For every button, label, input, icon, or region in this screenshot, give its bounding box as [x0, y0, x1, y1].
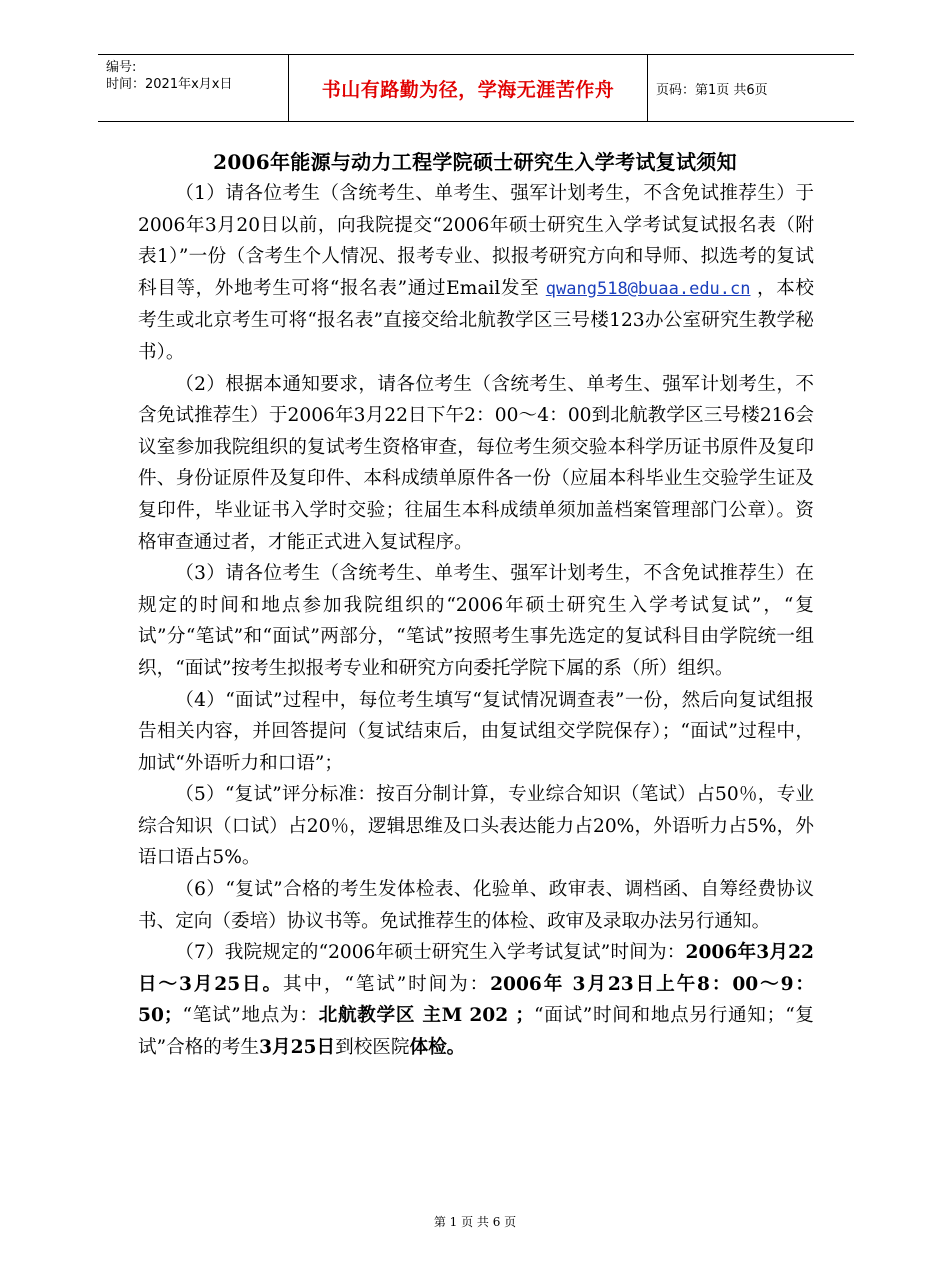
- paragraph-1-text-a: （1）请各位考生（含统考生、单考生、强军计划考生，不含免试推荐生）于2006年3月20日以前，向我院提交“2006年硕士研究生入学考试复试报名表（附表1）”一份（含考生个人情况、报考专业、拟报考研究方向和导师、拟选考的复试科目等，外地考生可将“报名表”通过Email发至: [138, 183, 814, 299]
- email-link[interactable]: qwang518@buaa.edu.cn: [545, 278, 751, 299]
- p7-text: 到校医院: [335, 1037, 410, 1059]
- p7-text: “面试”时间和地点另行通知；“复试”合格的考生: [138, 1005, 814, 1059]
- header-motto: 书山有路勤为径，学海无涯苦作舟: [321, 79, 615, 101]
- header-divider: [647, 55, 648, 121]
- p7-text: 其中，“笔试”时间为：: [282, 973, 491, 995]
- p7-checkup-bold: 体检。: [409, 1037, 466, 1059]
- paragraph-2: （2）根据本通知要求，请各位考生（含统考生、单考生、强军计划考生，不含免试推荐生）于2006年3月22日下午2：00～4：00到北航教学区三号楼216会议室参加我院组织的复试考生资格审查，每位考生须交验本科学历证书原件及复印件、身份证原件及复印件、本科成绩单原件各一份（应届本科毕业生交验学生证及复印件，毕业证书入学时交验；往届生本科成绩单须加盖档案管理部门公章）。资格审查通过者，才能正式进入复试程序。: [138, 373, 814, 553]
- p7-text: （7）我院规定的“2006年硕士研究生入学考试复试”时间为：: [175, 942, 686, 964]
- time-label: 时间：2021年x月x日: [106, 77, 233, 92]
- document-body: [138, 178, 814, 1064]
- paragraph-5: （5）“复试”评分标准：按百分制计算，专业综合知识（笔试）占50％，专业综合知识（口试）占20％，逻辑思维及口头表达能力占20%，外语听力占5%，外语口语占5%。: [138, 784, 814, 869]
- document-title: 2006年能源与动力工程学院硕士研究生入学考试复试须知: [213, 150, 737, 174]
- number-label: 编号:: [106, 60, 137, 75]
- paragraph-6: （6）“复试”合格的考生发体检表、化验单、政审表、调档函、自筹经费协议书、定向（委培）协议书等。免试推荐生的体检、政审及录取办法另行通知。: [138, 879, 814, 932]
- header-meta: [106, 59, 286, 93]
- header-page-info: 页码：第1页 共6页: [656, 83, 768, 98]
- p7-dates-bold: 2006年3月22 日～3月25日。: [138, 942, 814, 995]
- p7-checkup-date-bold: 3月25日: [259, 1037, 336, 1059]
- paragraph-4: （4）“面试”过程中，每位考生填写“复试情况调查表”一份，然后向复试组报告相关内容，并回答提问（复试结束后，由复试组交学院保存）；“面试”过程中，加试“外语听力和口语”；: [138, 689, 814, 774]
- paragraph-7: [138, 937, 814, 1063]
- paragraph-1: [138, 178, 814, 369]
- p7-exam-location-bold: 北航教学区 主M 202 ；: [318, 1005, 534, 1027]
- p7-text: “笔试”地点为：: [182, 1005, 319, 1027]
- paragraph-1-text-b: ，本校考生或北京考生可将“报名表”直接交给北航教学区三号楼123办公室研究生教学秘书）。: [138, 277, 814, 363]
- page-header: [98, 54, 854, 122]
- p7-exam-time-bold: 2006年 3月23日上午8：00～9：50；: [138, 973, 814, 1027]
- paragraph-3: （3）请各位考生（含统考生、单考生、强军计划考生，不含免试推荐生）在规定的时间和地点参加我院组织的“2006年硕士研究生入学考试复试”，“复试”分“笔试”和“面试”两部分，“笔试”按照考生事先选定的复试科目由学院统一组织，“面试”按考生拟报考专业和研究方向委托学院下属的系（所）组织。: [138, 563, 814, 679]
- page-footer: 第 1 页 共 6 页: [433, 1215, 517, 1229]
